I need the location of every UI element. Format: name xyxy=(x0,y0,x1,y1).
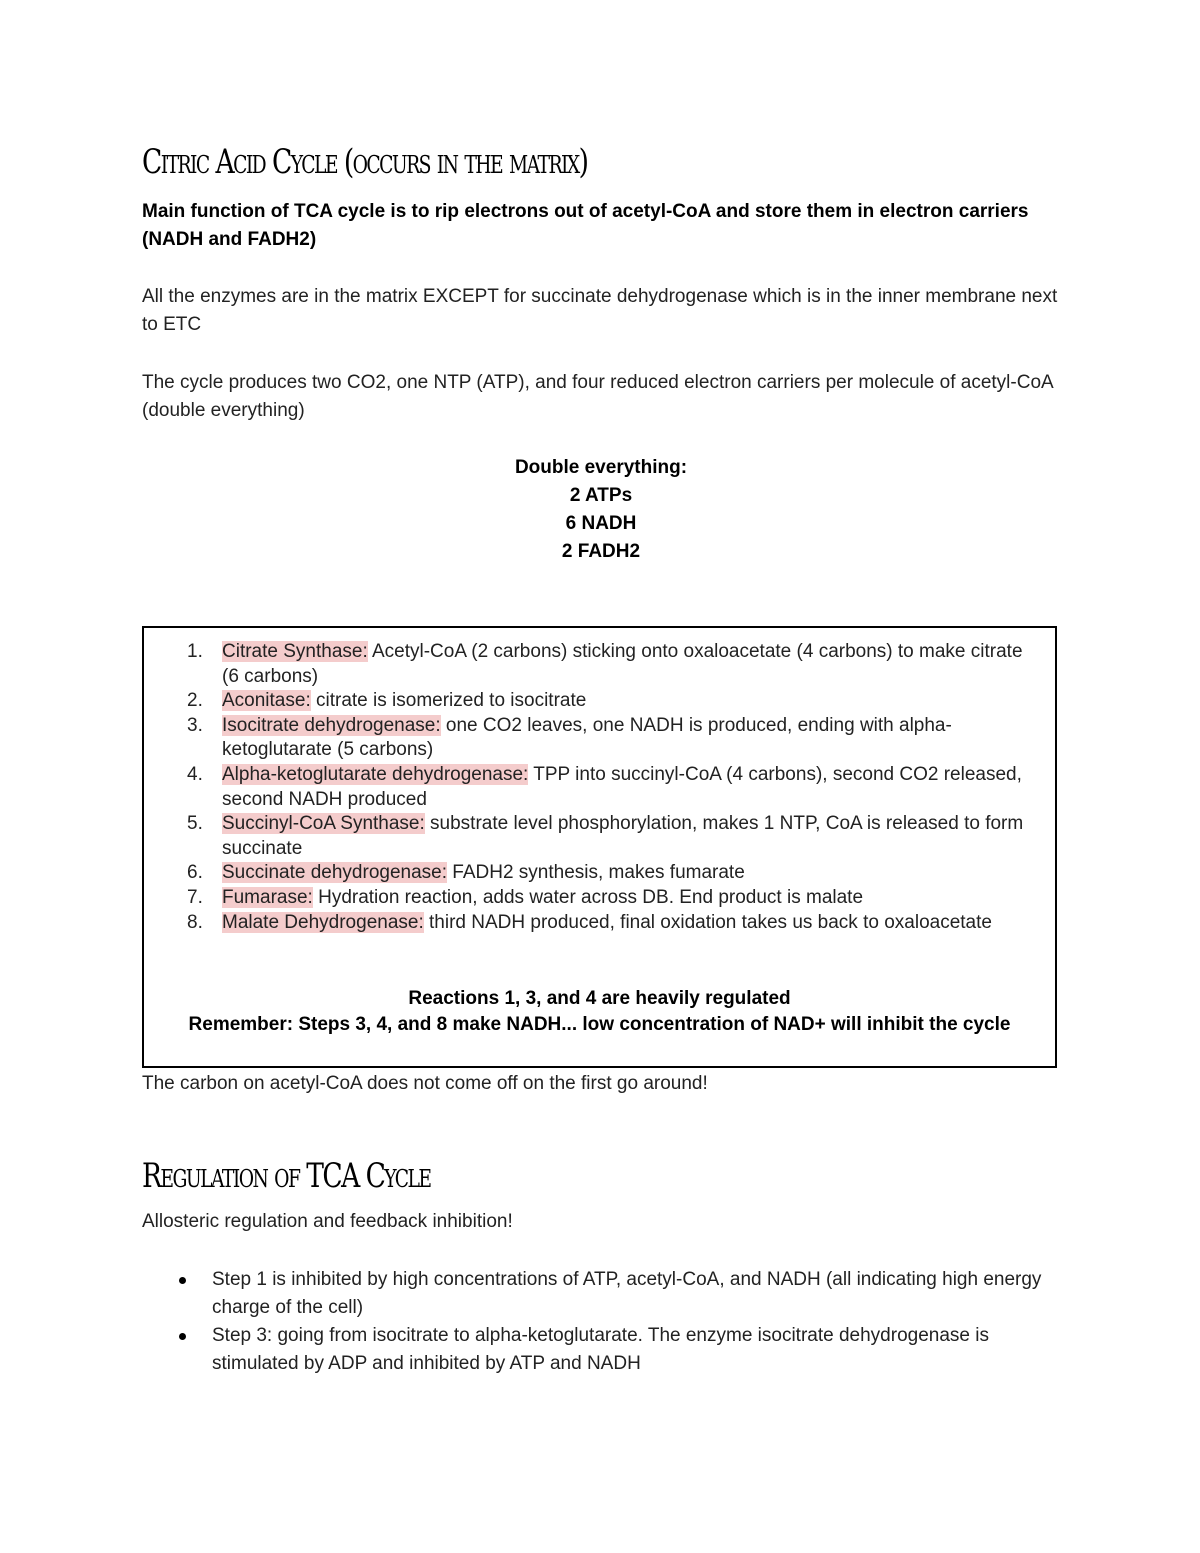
nadh-reminder-note: Remember: Steps 3, 4, and 8 make NADH... low concentration of NAD+ will inhibit the cycle xyxy=(188,1014,1011,1035)
bullet-text: Step 1 is inhibited by high concentrations of ATP, acetyl-CoA, and NADH (all indicating high energy charge of the cell) xyxy=(212,1269,1042,1318)
step-description: TPP into succinyl-CoA (4 carbons), second CO2 released, second NADH produced xyxy=(222,763,1022,810)
bullet-icon xyxy=(179,1277,186,1284)
step-enzyme-label: Succinyl-CoA Synthase: xyxy=(222,813,425,835)
regulation-intro: Allosteric regulation and feedback inhibition! xyxy=(142,1211,513,1232)
step-number: 8. xyxy=(187,911,203,933)
step-number: 7. xyxy=(187,886,203,908)
step-enzyme-label: Alpha-ketoglutarate dehydrogenase: xyxy=(222,763,529,785)
tca-steps-list xyxy=(144,640,1044,935)
step-number: 2. xyxy=(187,690,203,712)
step-item xyxy=(144,640,1044,689)
step-enzyme-label: Malate Dehydrogenase: xyxy=(222,911,424,933)
step-description: third NADH produced, final oxidation takes us back to oxaloacetate xyxy=(423,911,992,933)
tca-steps-box xyxy=(142,626,1057,1068)
step-enzyme-label: Aconitase: xyxy=(222,690,311,712)
bullet-text: Step 3: going from isocitrate to alpha-ketoglutarate. The enzyme isocitrate dehydrogenase is stimulated by ADP and inhibited by ATP and NADH xyxy=(212,1325,989,1374)
step-description: Acetyl-CoA (2 carbons) sticking onto oxaloacetate (4 carbons) to make citrate (6 carbons) xyxy=(222,641,1023,687)
step-item xyxy=(144,812,1044,861)
double-line-nadh: 6 NADH xyxy=(565,513,637,534)
double-everything-block xyxy=(142,454,1060,566)
step-description: substrate level phosphorylation, makes 1 NTP, CoA is released to form succinate xyxy=(222,813,1024,859)
step-number: 3. xyxy=(187,714,203,736)
step-enzyme-label: Isocitrate dehydrogenase: xyxy=(222,714,441,736)
step-enzyme-label: Succinate dehydrogenase: xyxy=(222,862,447,884)
step-item xyxy=(144,886,1044,911)
section-title-regulation: Regulation of TCA Cycle xyxy=(142,1156,431,1196)
double-line-atp: 2 ATPs xyxy=(569,485,633,506)
section-title-citric-acid-cycle: Citric Acid Cycle (occurs in the matrix) xyxy=(142,142,588,182)
step-description: one CO2 leaves, one NADH is produced, ending with alpha-ketoglutarate (5 carbons) xyxy=(222,714,952,761)
double-everything-heading: Double everything: xyxy=(514,457,688,478)
step-item xyxy=(144,861,1044,886)
regulation-bullets xyxy=(142,1266,1060,1378)
step-number: 1. xyxy=(187,641,203,662)
step-number: 4. xyxy=(187,763,203,785)
step-item xyxy=(144,714,1044,763)
main-function-paragraph: Main function of TCA cycle is to rip electrons out of acetyl-CoA and store them in electron carriers (NADH and FADH2) xyxy=(142,201,1029,250)
step-enzyme-label: Fumarase: xyxy=(222,886,313,908)
step-number: 5. xyxy=(187,813,203,835)
list-item xyxy=(142,1322,1060,1378)
enzymes-paragraph: All the enzymes are in the matrix EXCEPT for succinate dehydrogenase which is in the inner membrane next to ETC xyxy=(142,286,1058,335)
step-description: Hydration reaction, adds water across DB. End product is malate xyxy=(312,886,864,908)
step-item xyxy=(144,911,1044,936)
step-item xyxy=(144,763,1044,812)
double-line-fadh2: 2 FADH2 xyxy=(561,541,641,562)
step-number: 6. xyxy=(187,862,203,884)
step-enzyme-label: Citrate Synthase: xyxy=(222,641,368,662)
list-item xyxy=(142,1266,1060,1322)
bullet-icon xyxy=(179,1333,186,1340)
produces-paragraph: The cycle produces two CO2, one NTP (ATP), and four reduced electron carriers per molecule of acetyl-CoA (double everything) xyxy=(142,372,1053,421)
carbon-note: The carbon on acetyl-CoA does not come off on the first go around! xyxy=(142,1073,708,1094)
step-description: FADH2 synthesis, makes fumarate xyxy=(447,862,745,884)
step-description: citrate is isomerized to isocitrate xyxy=(310,690,587,712)
regulated-note: Reactions 1, 3, and 4 are heavily regulated xyxy=(408,988,791,1009)
step-item xyxy=(144,689,1044,714)
